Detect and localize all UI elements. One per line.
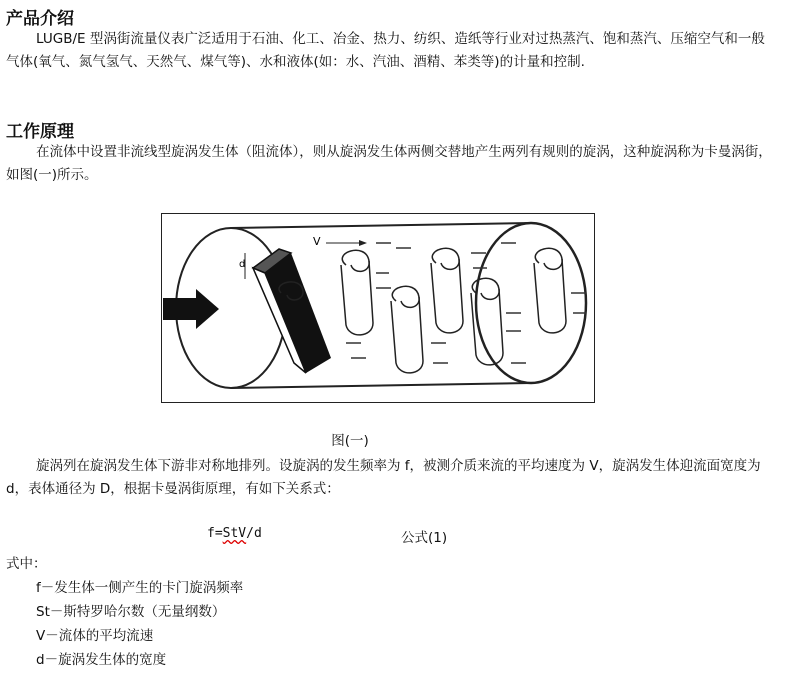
section-title-product-intro: 产品介绍 xyxy=(6,9,74,29)
section-title-working-principle: 工作原理 xyxy=(6,122,74,142)
definition-d: d－旋涡发生体的宽度 xyxy=(36,652,167,668)
formula xyxy=(207,526,262,541)
definition-v: V－流体的平均流速 xyxy=(36,628,154,644)
formula-left: f= xyxy=(207,526,223,541)
where-label: 式中： xyxy=(6,556,47,572)
formula-right: /d xyxy=(246,526,262,541)
working-principle-paragraph: 在流体中设置非流线型旋涡发生体（阻流体），则从旋涡发生体两侧交替地产生两列有规则的旋涡，这种旋涡称为卡曼涡街，如图(一)所示。 xyxy=(6,144,772,183)
formula-stv: StV xyxy=(222,526,247,541)
vortex-explanation-paragraph: 旋涡列在旋涡发生体下游非对称地排列。设旋涡的发生频率为 f，被测介质来流的平均速度为 V，旋涡发生体迎流面宽度为 d，表体通径为 D，根据卡曼涡街原理，有如下关系式： xyxy=(6,458,761,497)
product-intro-paragraph: LUGB/E 型涡街流量仪表广泛适用于石油、化工、冶金、热力、纺织、造纸等行业对过热蒸汽、饱和蒸汽、压缩空气和一般气体(氧气、氮气氢气、天然气、煤气等)、水和液体(如：水、汽油、酒精、苯类等)的计量和控制. xyxy=(6,31,765,70)
definition-f: f－发生体一侧产生的卡门旋涡频率 xyxy=(36,580,244,596)
formula-label: 公式(1) xyxy=(401,530,448,546)
definition-st: St－斯特罗哈尔数（无量纲数） xyxy=(36,604,226,620)
figure-caption: 图(一) xyxy=(331,433,369,449)
label-v: V xyxy=(313,235,321,248)
karman-vortex-street-figure xyxy=(161,213,595,403)
label-d: d xyxy=(239,259,246,270)
karman-vortex-diagram xyxy=(161,213,595,403)
